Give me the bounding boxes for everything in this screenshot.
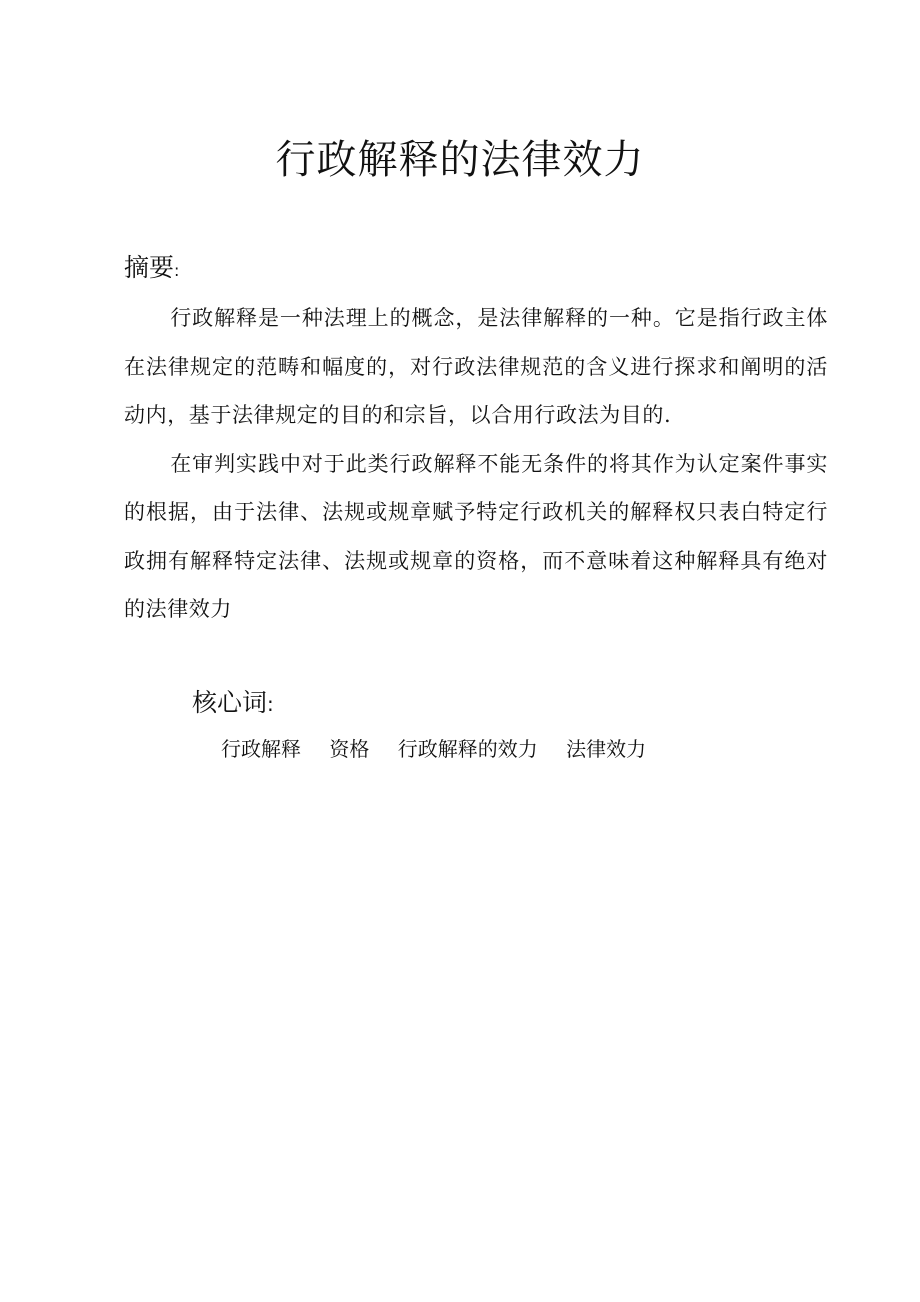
document-title: 行政解释的法律效力	[275, 137, 645, 183]
keywords-heading-label: 核心词	[192, 688, 268, 717]
abstract-body	[124, 294, 828, 634]
keywords-list	[221, 732, 668, 766]
keyword-item: 行政解释	[221, 737, 301, 761]
keywords-heading	[192, 683, 274, 724]
abstract-heading-label: 摘要	[124, 253, 175, 282]
keyword-item: 资格	[329, 737, 370, 761]
keyword-item: 行政解释的效力	[397, 737, 538, 761]
abstract-paragraph-2: 在审判实践中对于此类行政解释不能无条件的将其作为认定案件事实的根据，由于法律、法规或规章赋予特定行政机关的解释权只表白特定行政拥有解释特定法律、法规或规章的资格，而不意味着这种解释具有绝对的法律效力	[124, 451, 828, 621]
abstract-heading-colon: :	[174, 261, 180, 280]
keywords-heading-colon: :	[267, 692, 274, 716]
keyword-item: 法律效力	[566, 737, 647, 761]
abstract-paragraph-1: 行政解释是一种法理上的概念，是法律解释的一种。它是指行政主体在法律规定的范畴和幅度的，对行政法律规范的含义进行探求和阐明的活动内，基于法律规定的目的和宗旨，以合用行政法为目的.	[124, 306, 828, 427]
abstract-heading	[124, 248, 179, 291]
